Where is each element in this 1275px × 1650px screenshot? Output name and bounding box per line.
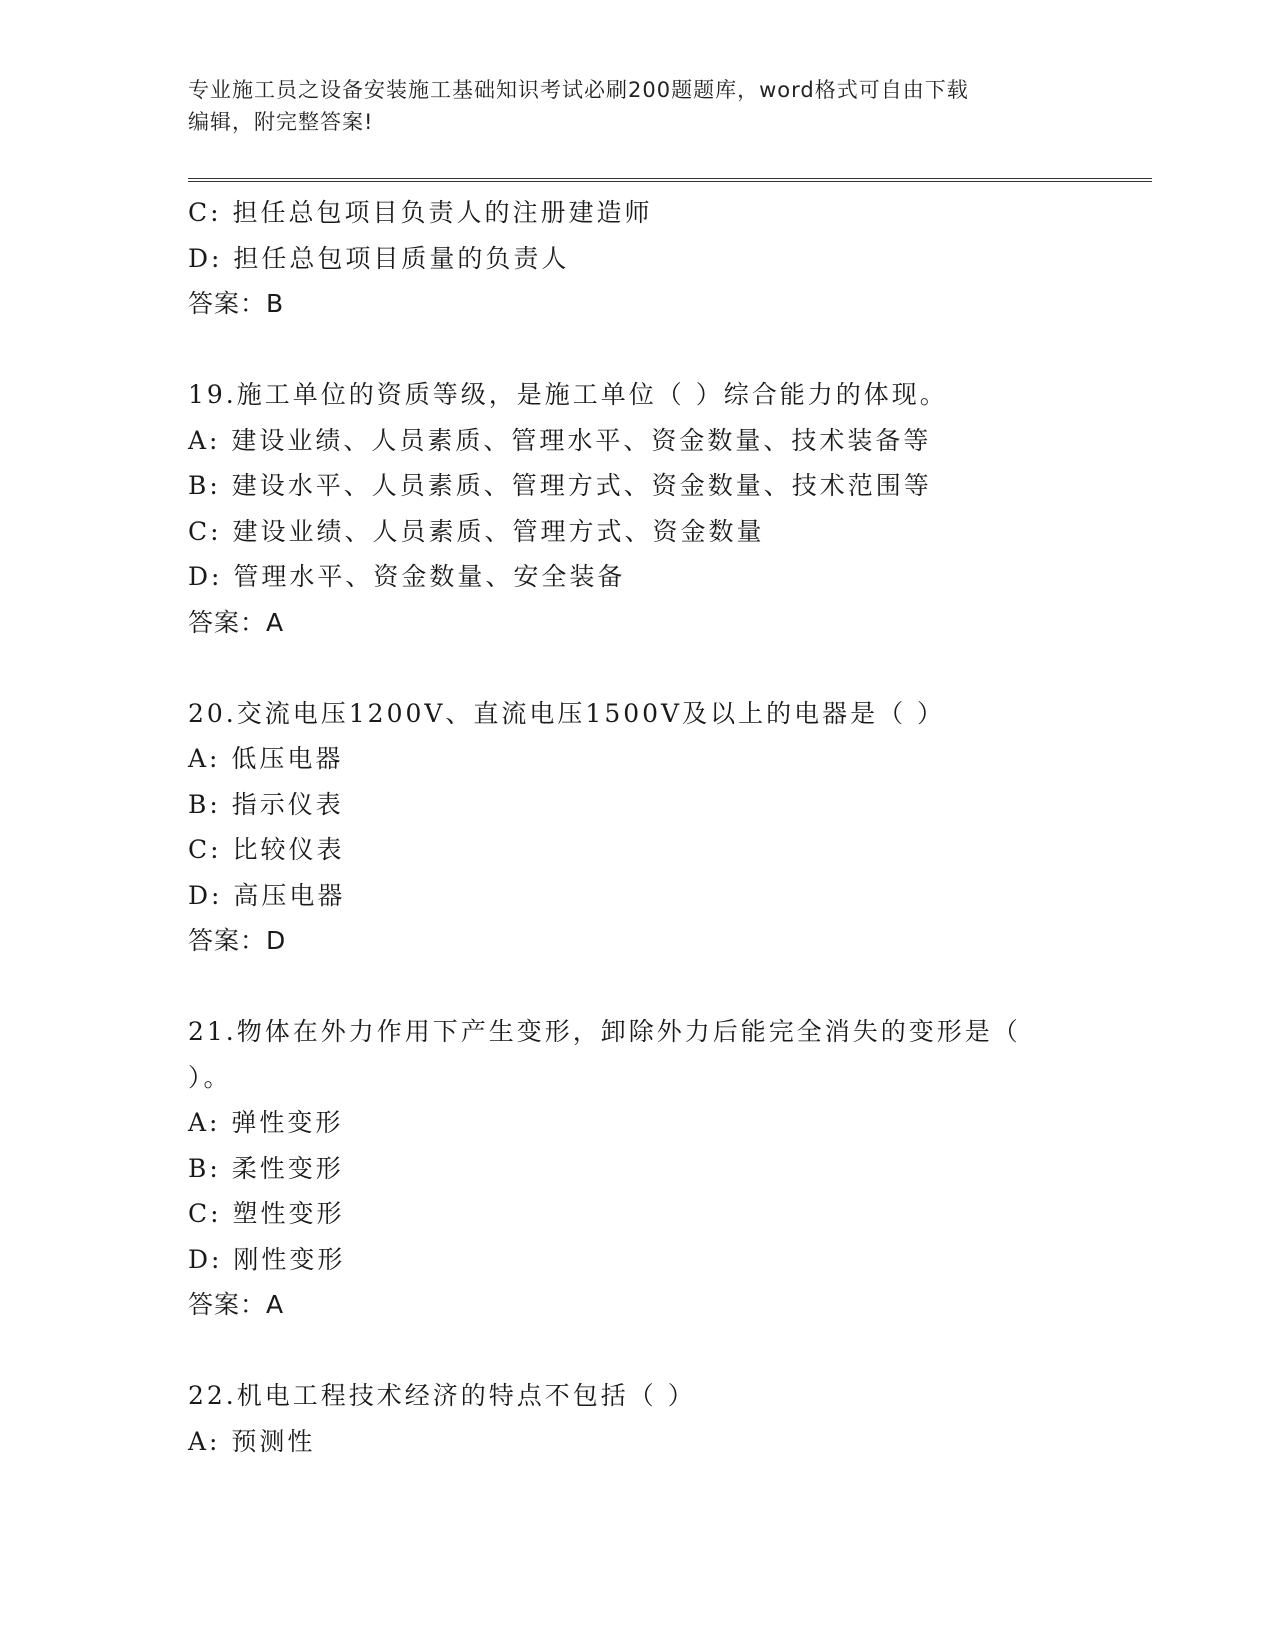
option-b: B: 柔性变形 — [188, 1153, 344, 1183]
question-content — [188, 190, 1088, 1464]
option-c: C: 塑性变形 — [188, 1199, 345, 1228]
option-a: A: 弹性变形 — [188, 1108, 344, 1137]
question-19 — [188, 372, 1088, 645]
option-b: B: 指示仪表 — [188, 789, 344, 819]
question-18-tail — [188, 190, 1088, 327]
question-20 — [188, 691, 1088, 964]
header-divider — [188, 178, 1152, 182]
option-c: C: 建设业绩、人员素质、管理方式、资金数量 — [188, 516, 765, 546]
option-c: C: 比较仪表 — [188, 835, 345, 864]
option-d: D: 管理水平、资金数量、安全装备 — [188, 562, 626, 591]
option-d: D: 担任总包项目质量的负责人 — [188, 243, 570, 273]
document-header — [188, 74, 1088, 138]
answer-label: 答案：A — [188, 1290, 285, 1319]
spacer — [188, 1328, 1088, 1374]
option-a: A: 建设业绩、人员素质、管理水平、资金数量、技术装备等 — [188, 425, 932, 455]
option-d: D: 刚性变形 — [188, 1244, 346, 1274]
header-line-2: 编辑，附完整答案! — [188, 110, 374, 134]
header-line-1: 专业施工员之设备安装施工基础知识考试必刷200题题库，word格式可自由下载 — [188, 78, 969, 102]
spacer — [188, 645, 1088, 691]
question-stem: 22.机电工程技术经济的特点不包括（ ） — [188, 1381, 696, 1410]
option-d: D: 高压电器 — [188, 880, 346, 910]
question-stem: 19.施工单位的资质等级，是施工单位（ ）综合能力的体现。 — [188, 380, 948, 409]
option-b: B: 建设水平、人员素质、管理方式、资金数量、技术范围等 — [188, 471, 932, 500]
option-c: C: 担任总包项目负责人的注册建造师 — [188, 198, 653, 227]
question-22 — [188, 1373, 1088, 1464]
spacer — [188, 964, 1088, 1010]
answer-label: 答案：A — [188, 607, 285, 637]
option-a: A: 低压电器 — [188, 744, 344, 773]
option-a: A: 预测性 — [188, 1426, 316, 1456]
answer-label: 答案：D — [188, 926, 287, 955]
answer-label: 答案：B — [188, 289, 285, 318]
question-stem-continued: ）。 — [188, 1062, 232, 1092]
spacer — [188, 327, 1088, 373]
question-21 — [188, 1009, 1088, 1328]
question-stem: 21.物体在外力作用下产生变形，卸除外力后能完全消失的变形是（ — [188, 1017, 1021, 1046]
question-stem: 20.交流电压1200V、直流电压1500V及以上的电器是（ ） — [188, 698, 946, 728]
